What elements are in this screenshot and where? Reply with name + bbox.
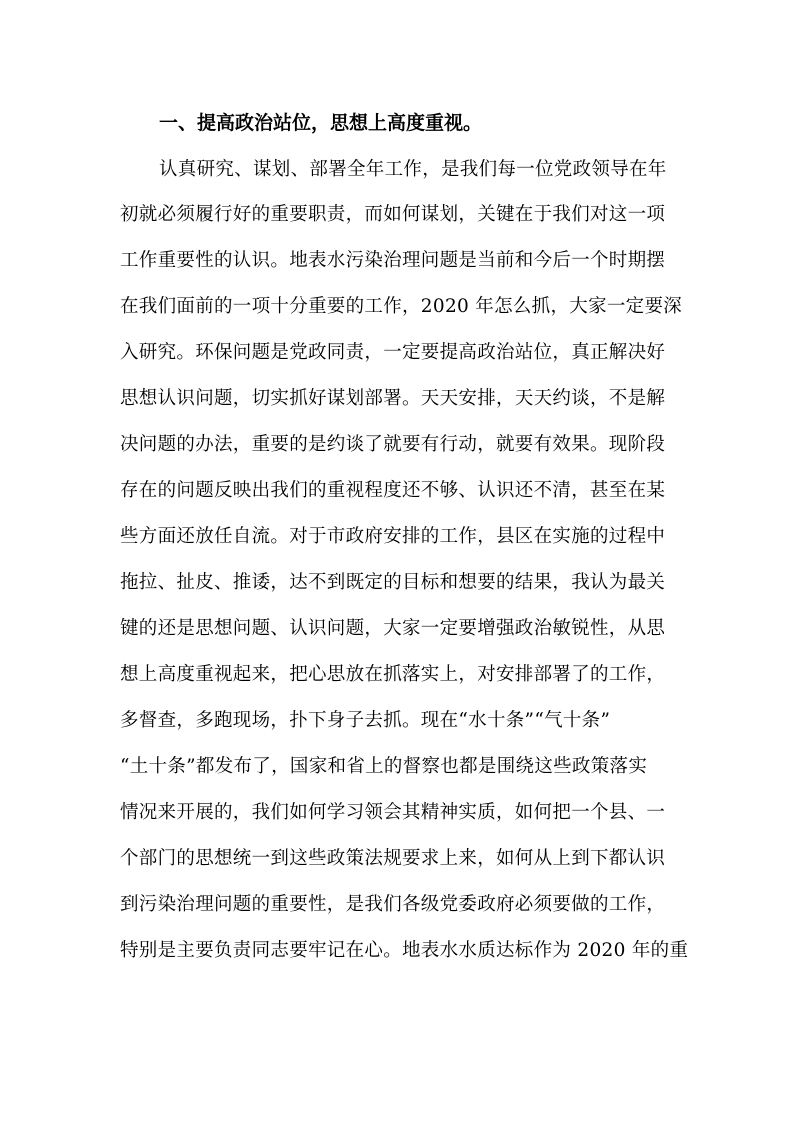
paragraph-line: 想上高度重视起来，把心思放在抓落实上，对安排部署了的工作，	[120, 664, 666, 685]
paragraph-line: 在我们面前的一项十分重要的工作，2020 年怎么抓，大家一定要深	[120, 296, 683, 317]
paragraph-line: “土十条”都发布了，国家和省上的督察也都是围绕这些政策落实	[120, 756, 648, 777]
paragraph-line: 思想认识问题，切实抓好谋划部署。天天安排，天天约谈，不是解	[120, 388, 666, 409]
paragraph-line: 工作重要性的认识。地表水污染治理问题是当前和今后一个时期摆	[120, 250, 666, 271]
paragraph-line: 特别是主要负责同志要牢记在心。地表水水质达标作为 2020 年的重	[120, 940, 689, 961]
paragraph-line: 拖拉、扯皮、推诿，达不到既定的目标和想要的结果，我认为最关	[120, 572, 666, 593]
paragraph-line: 入研究。环保问题是党政同责，一定要提高政治站位，真正解决好	[120, 342, 666, 363]
paragraph-line: 到污染治理问题的重要性，是我们各级党委政府必须要做的工作，	[120, 894, 666, 915]
paragraph-line: 情况来开展的，我们如何学习领会其精神实质，如何把一个县、一	[120, 802, 666, 823]
paragraph-line: 些方面还放任自流。对于市政府安排的工作，县区在实施的过程中	[120, 526, 666, 547]
paragraph-line: 认真研究、谋划、部署全年工作，是我们每一位党政领导在年	[159, 159, 667, 180]
section-heading: 一、提高政治站位，思想上高度重视。	[159, 112, 483, 134]
paragraph-line: 个部门的思想统一到这些政策法规要求上来，如何从上到下都认识	[120, 848, 666, 869]
paragraph-line: 键的还是思想问题、认识问题，大家一定要增强政治敏锐性，从思	[120, 618, 666, 639]
paragraph-line: 决问题的办法，重要的是约谈了就要有行动，就要有效果。现阶段	[120, 434, 666, 455]
paragraph-line: 初就必须履行好的重要职责，而如何谋划，关键在于我们对这一项	[120, 204, 666, 225]
paragraph-line: 存在的问题反映出我们的重视程度还不够、认识还不清，甚至在某	[120, 480, 666, 501]
paragraph-line: 多督查，多跑现场，扑下身子去抓。现在“水十条”“气十条”	[120, 710, 611, 731]
